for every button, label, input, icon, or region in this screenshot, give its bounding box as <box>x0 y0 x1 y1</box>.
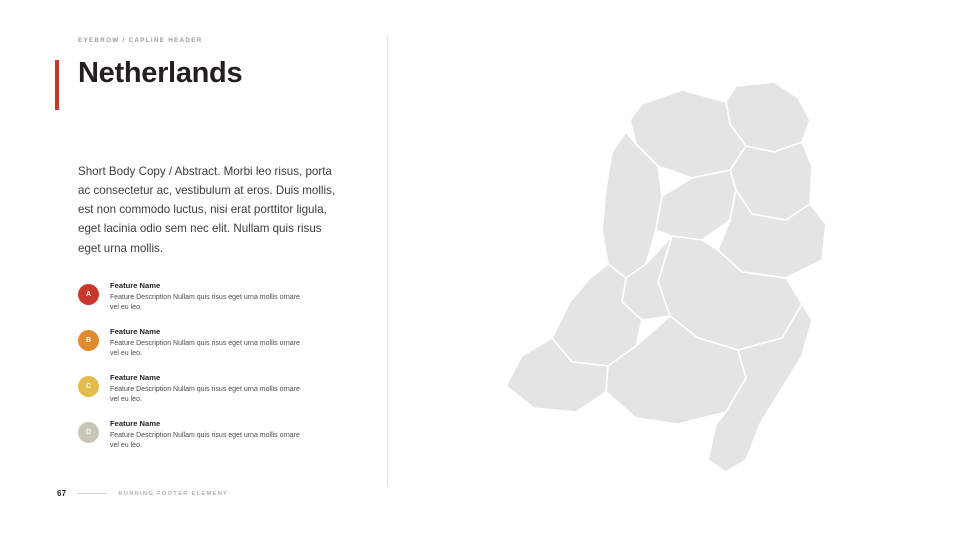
page-number: 67 <box>57 489 67 498</box>
map-region-flevoland[interactable] <box>656 170 736 240</box>
eyebrow-label: EYEBROW / CAPLINE HEADER <box>78 37 203 44</box>
map-svg <box>430 20 950 520</box>
vertical-divider <box>387 36 388 486</box>
feature-name: Feature Name <box>110 419 161 429</box>
feature-name: Feature Name <box>110 327 161 337</box>
feature-name: Feature Name <box>110 373 161 383</box>
title-block <box>78 58 378 90</box>
feature-description: Feature Description Nullam quis risus eget urna mollis ornare vel eu leo. <box>110 340 300 358</box>
list-item <box>78 281 378 313</box>
list-item <box>78 327 378 359</box>
feature-text-d <box>110 419 310 451</box>
feature-text-a <box>110 281 310 313</box>
list-item <box>78 419 378 451</box>
body-copy: Short Body Copy / Abstract. Morbi leo risus, porta ac consectetur ac, vestibulum at eros. Duis mollis, est non commodo luctus, nisi erat porttitor ligula, eget lacinia odio sem nec elit. Nullam quis risus eget urna mollis. <box>78 165 336 255</box>
feature-badge-c: C <box>78 376 99 397</box>
list-item <box>78 373 378 405</box>
feature-list <box>78 281 378 452</box>
feature-description: Feature Description Nullam quis risus eget urna mollis ornare vel eu leo. <box>110 293 300 311</box>
netherlands-map <box>430 20 950 520</box>
title-accent-rule <box>55 60 59 110</box>
feature-badge-d: D <box>78 422 99 443</box>
page-title: Netherlands <box>78 57 243 90</box>
feature-name: Feature Name <box>110 281 161 290</box>
feature-badge-b: B <box>78 330 99 351</box>
feature-description: Feature Description Nullam quis risus eget urna mollis ornare vel eu leo. <box>110 386 300 404</box>
feature-description: Feature Description Nullam quis risus eget urna mollis ornare vel eu leo. <box>110 432 300 450</box>
feature-text-b <box>110 327 310 359</box>
feature-text-c <box>110 373 310 405</box>
left-content-column <box>78 37 378 450</box>
feature-badge-a: A <box>78 284 99 305</box>
footer-label: RUNNING FOOTER ELEMENT <box>118 490 228 497</box>
running-footer <box>57 489 228 498</box>
footer-divider-rule <box>77 493 107 494</box>
